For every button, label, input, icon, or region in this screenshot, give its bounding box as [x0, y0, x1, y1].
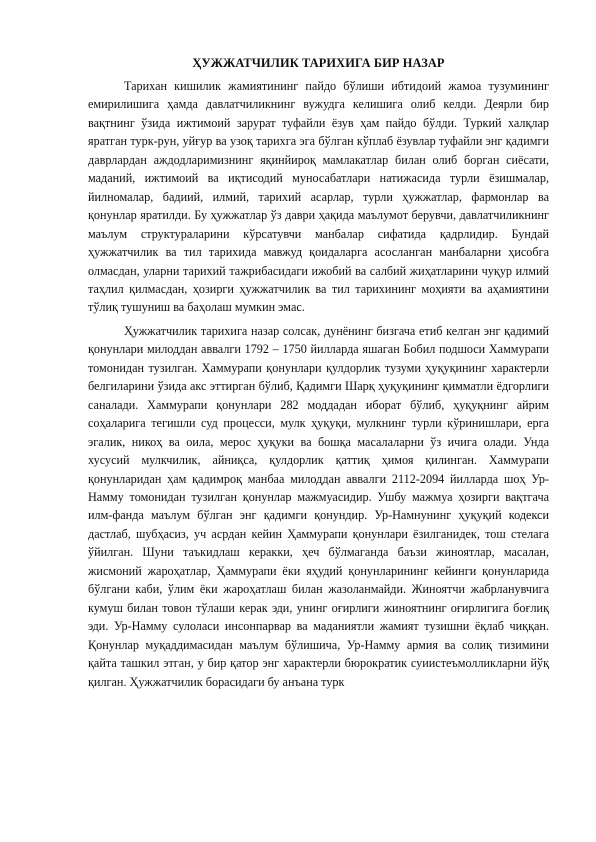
document-title: ҲУЖЖАТЧИЛИК ТАРИХИГА БИР НАЗАР: [192, 56, 445, 70]
paragraph-1: Тарихан кишилик жамиятининг пайдо бўлиши ибтидоий жамоа тузумининг емирилишига ҳамда давлатчиликнинг вужудга келишига олиб келди. Деярли бир вақтнинг ўзида ижтимоий зарурат туфайли ёзув ҳам пайдо бўлди. Туркий халқлар яратган турк-рун, уйғур ва узоқ тарихга эга бўлган кўплаб ёзувлар туфайли энг қадимги даврлардан аждодларимизнинг яқинйироқ мамлакатлар билан олиб борган сиёсати, маданий, ижтимоий ва иқтисодий муносабатлари натижасида турли ёзишмалар, йилномалар, бадиий, илмий, тарихий асарлар, турли ҳужжатлар, фармонлар ва қонунлар яратилди. Бу ҳужжатлар ўз даври ҳақида маълумот берувчи, давлатчиликнинг маълум структураларини кўрсатувчи манбалар сифатида қадрлидир. Бундай ҳужжатчилик ва тил тарихида мавжуд қоидаларга асосланган манбаларни ҳисобга олмасдан, уларни тарихий тажрибасидаги ижобий ва салбий жиҳатларини чуқур илмий таҳлил қилмасдан, ҳозирги ҳужжатчилик ва тил тарихининг моҳияти ва аҳамиятини тўлиқ тушуниш ва баҳолаш мумкин эмас.: [88, 79, 549, 315]
paragraph-2: Ҳужжатчилик тарихига назар солсак, дунёнинг бизгача етиб келган энг қадимий қонунлари милоддан аввалги 1792 – 1750 йилларда яшаган Бобил подшоси Хаммурапи томонидан тузилган. Хаммурапи қонунлари қулдорлик тузуми ҳуқуқининг характерли белгиларини ўзида акс эттирган бўлиб, Қадимги Шарқ ҳуқуқининг қимматли ёдгорлиги саналади. Хаммурапи қонунлари 282 моддадан иборат бўлиб, ҳуқуқнинг айрим соҳаларига тегишли суд процесси, мулк ҳуқуқи, мулкнинг турли кўринишлари, ерга эгалик, никоҳ ва оила, мерос ҳуқуки ва бошқа масалаларни ўз ичига олади. Унда хусусий мулкчилик, айниқса, қулдорлик қаттиқ ҳимоя қилинган. Хаммурапи қонунларидан ҳам қадимроқ манбаа милоддан аввалги 2112-2094 йилларда шоҳ Ур-Намму томонидан тузилган қонунлар мажмуасидир. Ушбу мажмуа ҳозирги вақтгача илм-фанда маълум бўлган энг қадимги қонундир. Ур-Намнунинг ҳуқуқий кодекси дастлаб, шубҳасиз, уч асрдан кейин Ҳаммурапи қонунлари ёзилганидек, тош стелага ўйилган. Шуни таъкидлаш керакки, ҳеч бўлмаганда баъзи жиноятлар, масалан, жисмоний жароҳатлар, Ҳаммурапи ёки яҳудий қонунларининг кейинги қонунларида бўлгани каби, ўлим ёки жароҳатлаш билан жазоланмайди. Жиноятчи жабрланувчига кумуш билан товон тўлаши керак эди, унинг оғирлиги жиноятнинг оғирлигига боғлиқ эди. Ур-Намму сулоласи инсонпарвар ва маданиятли жамият тузишни ёқлаб чиққан. Қонунлар муқаддимасидан маълум бўлишича, Ур-Намму армия ва солиқ тизимини қайта ташкил этган, у бир қатор энг характерли бюрократик суиистеъмолликларни йўқ қилган. Ҳужжатчилик борасидаги бу анъана турк: [88, 323, 549, 689]
